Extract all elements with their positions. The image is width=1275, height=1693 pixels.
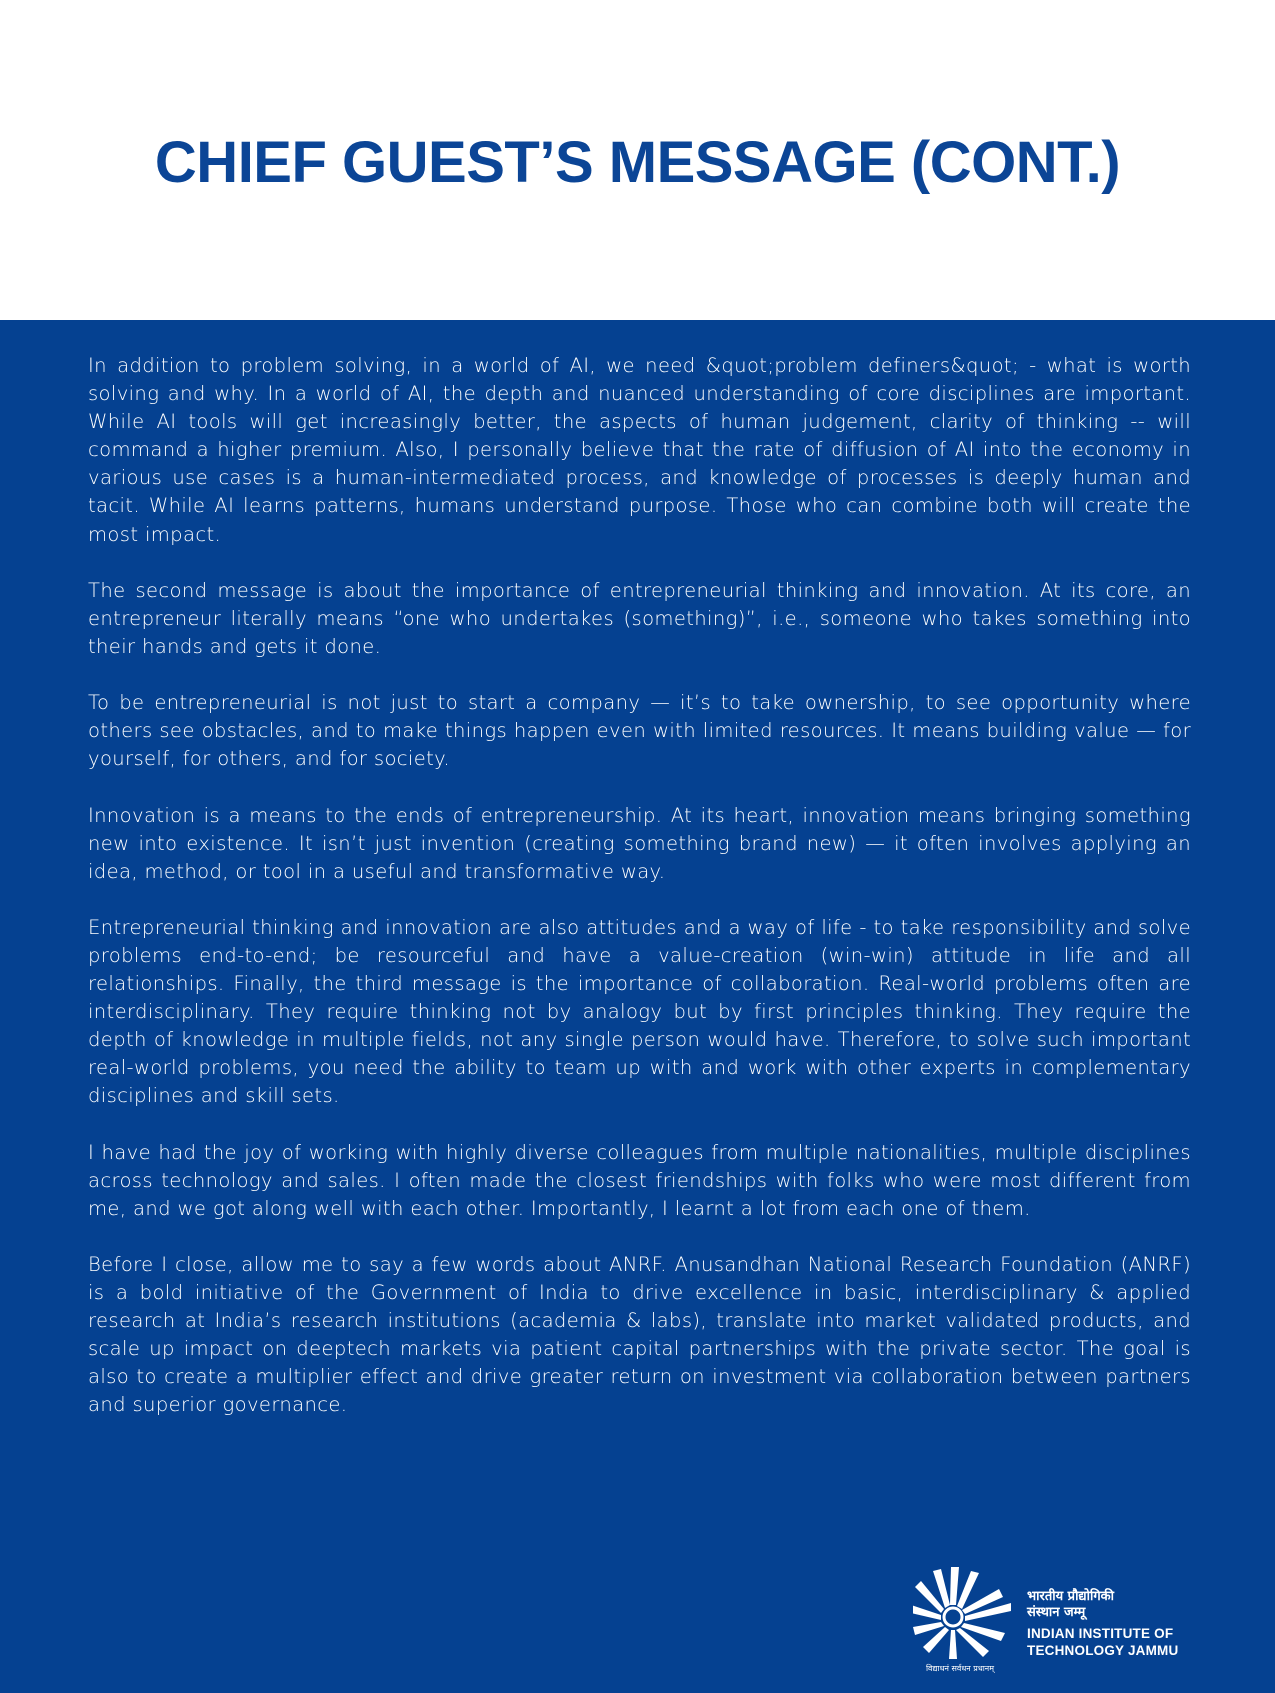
paragraph-innovation: Innovation is a means to the ends of entrepreneurship. At its heart, innovation means bringing something new into existence. It isn’t just invention (creating something brand new) — it often involves applying an idea, method, or tool in a useful and transformative way. (88, 803, 1191, 883)
logo-hindi-name (1027, 1589, 1114, 1621)
paragraph-ownership: To be entrepreneurial is not just to start a company — it’s to take ownership, to see opportunity where others see obstacles, and to make things happen even with limited resources. It means building value — for yourself, for others, and for society. (88, 691, 1191, 771)
iit-jammu-emblem-icon (913, 1565, 1013, 1665)
paragraph-ai-problem-definers: In addition to problem solving, in a world of AI, we need &quot;problem definers&quot; - what is worth solving and why. In a world of AI, the depth and nuanced understanding of core disciplines are important. While AI tools will get increasingly better, the aspects of human judgement, clarity of thinking -- will command a higher premium. Also, I personally believe that the rate of diffusion of AI into the economy in various use cases is a human-intermediated process, and knowledge of processes is deeply human and tacit. While AI learns patterns, humans understand purpose. Those who can combine both will create the most impact. (88, 354, 1191, 546)
logo-motto: विद्याधनं सर्वधन प्रधानम् (925, 1664, 995, 1673)
logo-english-line2: TECHNOLOGY JAMMU (1027, 1643, 1179, 1658)
paragraph-collaboration: Entrepreneurial thinking and innovation are also attitudes and a way of life - to take responsibility and solve problems end-to-end; be resourceful and have a value-creation (win-win) attitude in life and all relationships. Finally, the third message is the importance of collaboration. Real-world problems often are interdisciplinary. They require thinking not by analogy but by first principles thinking. They require the depth of knowledge in multiple fields, not any single person would have. Therefore, to solve such important real-world problems, you need the ability to team up with and work with other experts in complementary disciplines and skill sets. (88, 915, 1191, 1108)
paragraph-diverse-colleagues: I have had the joy of working with highly diverse colleagues from multiple nationalities, multiple disciplines across technology and sales. I often made the closest friendships with folks who were most different from me, and we got along well with each other. Importantly, I learnt a lot from each one of them. (88, 1140, 1191, 1220)
page-header (0, 0, 1275, 320)
iit-jammu-logo (905, 1565, 1195, 1685)
logo-hindi-line2: संस्थान जम्मू (1027, 1605, 1086, 1620)
paragraph-anrf: Before I close, allow me to say a few words about ANRF. Anusandhan National Research Foundation (ANRF) is a bold initiative of the Government of India to drive excellence in basic, interdisciplinary & applied research at India’s research institutions (academia & labs), translate into market validated products, and scale up impact on deeptech markets via patient capital partnerships with the private sector. The goal is also to create a multiplier effect and drive greater return on investment via collaboration between partners and superior governance. (88, 1253, 1191, 1417)
paragraph-entrepreneurial-thinking: The second message is about the importance of entrepreneurial thinking and innovation. At its core, an entrepreneur literally means “one who undertakes (something)”, i.e., someone who takes something into their hands and gets it done. (88, 578, 1191, 658)
page-title: CHIEF GUEST’S MESSAGE (CONT.) (154, 130, 1121, 195)
logo-english-name (1027, 1625, 1178, 1659)
message-body (88, 352, 1191, 1448)
logo-english-line1: INDIAN INSTITUTE OF (1027, 1626, 1174, 1641)
logo-hindi-line1: भारतीय प्रौद्योगिकी (1027, 1589, 1115, 1604)
